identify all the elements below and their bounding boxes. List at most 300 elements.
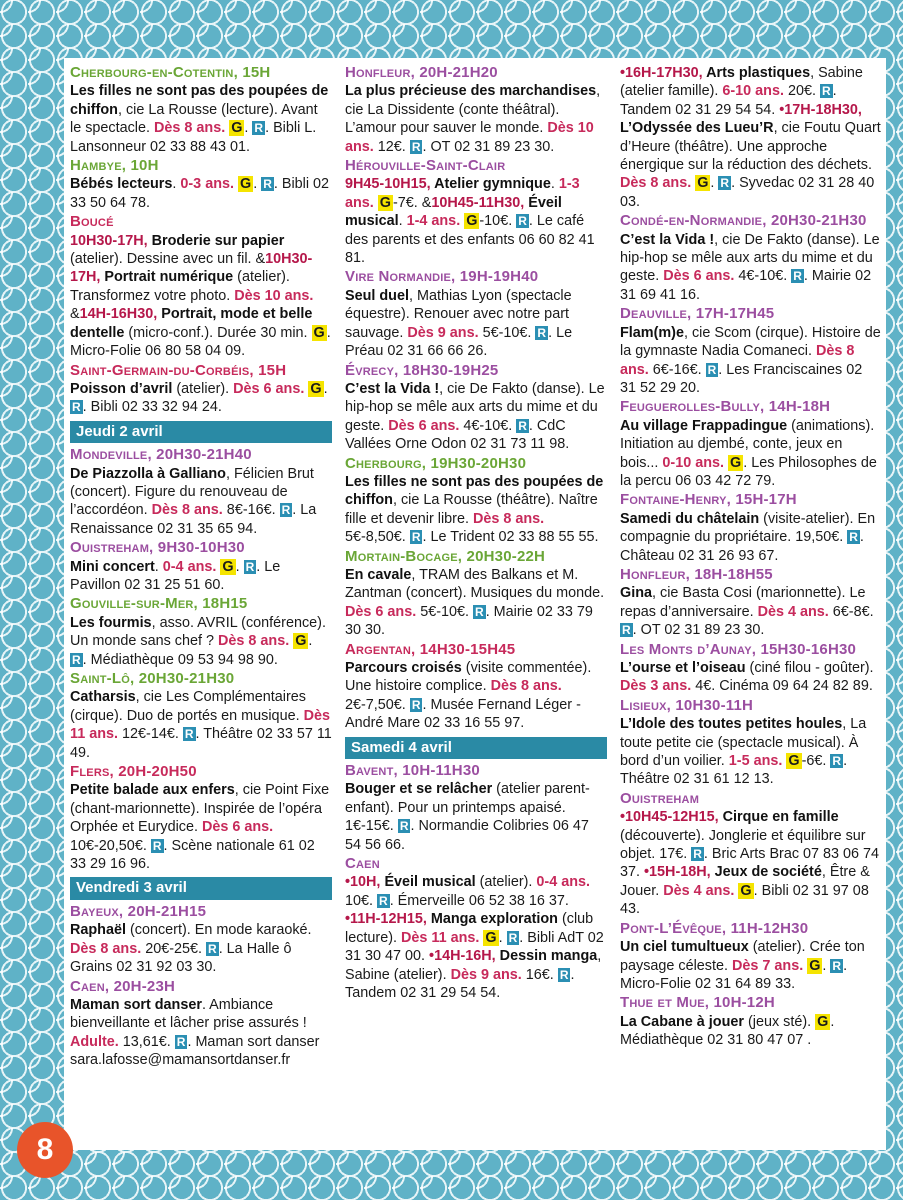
event-description: [70, 380, 332, 417]
age-range: Dès 6 ans.: [345, 603, 417, 620]
event-title: Mini concert: [70, 558, 155, 575]
age-range: Adulte.: [70, 1033, 119, 1050]
event-text: .: [323, 380, 328, 397]
event-text: . Le Préau 02 31 66 66 26.: [345, 324, 573, 360]
reservation-badge: R: [176, 1034, 186, 1049]
event-text: . Bric Arts Brac 07 83 06 74 37.: [620, 846, 880, 881]
event-title: Au village Frappadingue: [620, 417, 788, 434]
event-text: . Syvedac 02 31 28 40 03.: [620, 175, 875, 210]
event-text: , La toute petite cie (spectacle musical). À bord d’un voilier.: [620, 716, 867, 770]
event-title: Les filles ne sont pas des poupées de chiffon: [345, 473, 604, 509]
reservation-badge: R: [399, 819, 409, 834]
event-description: [620, 938, 882, 993]
event-text: . Normandie Colibries 06 47 54 56 66.: [345, 818, 589, 853]
free-badge: G: [817, 1013, 829, 1030]
event-text: . CdC Vallées Orne Odon 02 31 73 11 98.: [345, 417, 570, 453]
event-title: C’est la Vida !: [345, 380, 440, 397]
event-location: Pont-L’Évêque, 11H-12H30: [620, 919, 809, 937]
event-text: (micro-conf.). Durée 30 min.: [124, 324, 312, 341]
event-title: Samedi du châtelain: [620, 510, 760, 527]
event-time: •10H,: [345, 874, 385, 891]
reservation-badge: R: [379, 893, 388, 908]
reservation-badge: R: [559, 967, 569, 982]
event-description: [620, 1013, 882, 1050]
age-range: 0-4 ans.: [162, 558, 217, 575]
age-range: Dès 8 ans.: [472, 510, 545, 527]
event-title: Les fourmis: [70, 614, 152, 631]
event-title: Petite balade aux enfers: [70, 782, 235, 799]
event-description: [70, 996, 332, 1070]
reservation-badge: R: [622, 623, 631, 638]
reservation-badge: R: [72, 652, 81, 667]
event-text: .: [550, 176, 559, 193]
event-title: Atelier gymnique: [434, 176, 551, 193]
reservation-badge: R: [152, 838, 162, 853]
column-2: [345, 64, 607, 1003]
event-location: Argentan, 14H30-15H45: [345, 640, 516, 658]
event-location: Caen: [345, 855, 380, 873]
event-title: Bouger et se relâcher: [345, 781, 493, 798]
event-text: (atelier). Crée ton paysage céleste.: [620, 939, 865, 974]
event-text: 20€.: [783, 83, 820, 100]
age-range: Dès 10 ans.: [234, 287, 314, 304]
event-description: [70, 232, 332, 361]
age-range: 0-4 ans.: [536, 874, 591, 891]
reservation-badge: R: [537, 325, 547, 340]
event-time: 10H45-11H30,: [431, 194, 529, 211]
event-description: [345, 780, 607, 854]
event-text: 13,61€.: [118, 1033, 175, 1050]
event-text: 12€-14€.: [118, 726, 183, 743]
event-text: .: [498, 929, 507, 946]
event-description: [620, 417, 882, 491]
event-entry: [70, 670, 332, 762]
event-title: Manga exploration: [430, 911, 558, 928]
event-text: 4€-10€.: [459, 417, 517, 434]
day-header: Jeudi 2 avril: [70, 421, 332, 443]
event-text: -7€. &: [393, 194, 432, 211]
event-description: [620, 324, 882, 398]
age-range: Dès 8 ans.: [151, 502, 223, 519]
event-text: .: [710, 175, 719, 192]
event-title: Éveil musical: [384, 874, 476, 891]
event-location: Bayeux, 20H-21H15: [70, 902, 207, 920]
event-text: . Bibli L. Lansonneur 02 33 88 43 01.: [70, 120, 317, 155]
reservation-badge: R: [411, 530, 421, 545]
event-title: Bébés lecteurs: [70, 176, 173, 193]
event-description: [70, 614, 332, 669]
event-text: 10€-20,50€.: [70, 837, 151, 854]
event-time: •11H-12H15,: [345, 911, 431, 928]
event-text: 5€-10€.: [416, 603, 474, 620]
event-location: Caen, 20H-23H: [70, 977, 176, 995]
event-text: 4€. Cinéma 09 64 24 82 89.: [691, 678, 873, 695]
age-range: Dès 6 ans.: [388, 417, 460, 434]
event-entry: [345, 157, 607, 267]
event-entry: [70, 446, 332, 538]
event-text: . Maman sort danser sara.lafosse@mamansortdanser.fr: [70, 1033, 320, 1069]
page-number-badge: 8: [17, 1122, 73, 1178]
reservation-badge: R: [793, 269, 802, 284]
event-text: . Mairie 02 33 79 30 30.: [345, 603, 593, 639]
event-text: (découverte). Jonglerie et équilibre sur objet. 17€.: [620, 827, 866, 863]
free-badge: G: [379, 194, 391, 211]
event-location: Cherbourg-en-Cotentin, 15H: [70, 64, 271, 81]
free-badge: G: [697, 175, 709, 192]
free-badge: G: [788, 753, 800, 770]
event-location: Mortain-Bocage, 20H30-22H: [345, 547, 546, 565]
reservation-badge: R: [849, 530, 858, 545]
event-text: (jeux sté).: [743, 1013, 816, 1030]
event-text: 12€.: [373, 138, 410, 155]
event-entry: [620, 398, 882, 490]
event-entry: [70, 903, 332, 977]
event-description: [70, 781, 332, 873]
event-title: Portrait, mode et belle dentelle: [70, 306, 313, 341]
event-description: [345, 473, 607, 547]
event-entry: [70, 362, 332, 417]
event-time: •17H-18H30,: [779, 101, 862, 118]
event-title: En cavale: [345, 566, 412, 583]
event-title: L’ourse et l’oiseau: [620, 660, 746, 676]
event-text: 8€-16€.: [222, 502, 280, 519]
age-range: Dès 8 ans.: [620, 175, 692, 192]
event-description: [620, 64, 882, 211]
event-title: Poisson d’avril: [70, 380, 173, 397]
event-location: Honfleur, 18H-18H55: [620, 565, 773, 583]
event-text: . Scène nationale 61 02 33 29 16 96.: [70, 837, 315, 873]
event-text: .: [822, 957, 831, 974]
reservation-badge: R: [475, 604, 484, 619]
event-location: Boucé: [70, 213, 114, 231]
event-text: . Théâtre 02 31 61 12 13.: [620, 753, 848, 788]
event-text: . OT 02 31 89 23 30.: [422, 138, 555, 155]
event-text: . Le Pavillon 02 31 25 51 60.: [70, 558, 281, 593]
event-text: , cie Point Fixe (chant-marionnette). Inspirée de l’opéra Orphée et Eurydice.: [70, 782, 330, 836]
event-text: . Les Franciscaines 02 31 52 29 20.: [620, 361, 863, 396]
age-range: Dès 8 ans.: [218, 633, 290, 650]
event-text: (ciné filou - goûter).: [745, 660, 874, 676]
reservation-badge: R: [254, 121, 264, 136]
event-location: Hambye, 10H: [70, 157, 159, 175]
event-description: [345, 873, 607, 1002]
free-badge: G: [222, 558, 234, 575]
free-badge: G: [809, 957, 821, 974]
event-description: [70, 175, 332, 212]
age-range: Dès 6 ans.: [233, 380, 305, 397]
event-text: . Musée Fernand Léger - André Mare 02 33 16 55 97.: [345, 696, 581, 732]
event-text: . Le Trident 02 33 88 55 55.: [422, 529, 599, 546]
event-location: Hérouville-Saint-Clair: [345, 157, 506, 175]
event-text: (atelier). Transformez votre photo.: [70, 269, 290, 304]
event-title: Jeux de société: [714, 864, 822, 881]
event-entry: [345, 855, 607, 1002]
event-location: Saint-Lô, 20H30-21H30: [70, 670, 235, 687]
event-title: Maman sort danser: [70, 996, 202, 1013]
event-text: 5€-10€.: [478, 324, 536, 341]
free-badge: G: [313, 324, 325, 341]
event-text: 10€.: [345, 892, 378, 909]
free-badge: G: [310, 380, 322, 397]
event-text: , cie La Rousse (lecture). Avant le spectacle.: [70, 101, 318, 137]
event-title: Gina: [620, 585, 652, 602]
event-text: -10€.: [479, 213, 517, 230]
free-badge: G: [231, 120, 243, 137]
age-range: Dès 7 ans.: [732, 957, 804, 974]
event-text: , asso. AVRIL (conférence). Un monde sans chef ?: [70, 614, 326, 650]
event-entry: [620, 305, 882, 397]
event-text: , cie La Dissidente (conte théâtral). L’amour pour sauver le monde.: [345, 83, 601, 137]
event-text: , cie La Rousse (théâtre). Naître fille et devenir libre.: [345, 492, 598, 527]
event-text: . La Renaissance 02 31 35 65 94.: [70, 502, 317, 537]
event-entry: [620, 697, 882, 789]
event-text: (atelier parent-enfant). Pour un printemps apaisé. 1€-15€.: [345, 781, 590, 835]
event-title: Seul duel: [345, 287, 409, 304]
free-badge: G: [485, 929, 497, 946]
reservation-badge: R: [263, 177, 272, 192]
age-range: Dès 11 ans.: [400, 929, 480, 946]
age-range: Dès 9 ans.: [407, 324, 479, 341]
event-location: Ouistreham, 9H30-10H30: [70, 539, 245, 557]
age-range: Dès 3 ans.: [620, 678, 692, 695]
event-description: [345, 287, 607, 361]
event-text: (visite commentée). Une histoire complice.: [345, 660, 592, 695]
free-badge: G: [730, 454, 742, 471]
event-text: . Tandem 02 31 29 54 54.: [620, 83, 837, 118]
event-description: [620, 231, 882, 305]
event-entry: [345, 455, 607, 547]
event-title: La Cabane à jouer: [620, 1013, 744, 1030]
reservation-badge: R: [518, 214, 527, 229]
age-range: Dès 6 ans.: [201, 819, 274, 836]
event-text: .: [235, 558, 244, 575]
event-text: &: [70, 306, 80, 323]
event-text: 4€-10€.: [734, 268, 792, 285]
reservation-badge: R: [72, 400, 81, 415]
event-time: 10H30-17H,: [70, 251, 313, 286]
event-title: Cirque en famille: [722, 809, 839, 826]
event-title: Éveil musical: [345, 194, 562, 230]
agenda-sheet: [64, 58, 886, 1150]
event-description: [345, 659, 607, 733]
event-location: Ouistreham: [620, 789, 700, 807]
event-entry: [620, 790, 882, 919]
event-time: 10H30-17H,: [70, 232, 152, 249]
age-range: Dès 4 ans.: [663, 882, 735, 899]
event-title: L’Idole des toutes petites houles: [620, 716, 843, 733]
column-3: [620, 64, 882, 1051]
reservation-badge: R: [411, 697, 421, 712]
event-text: .: [308, 633, 313, 650]
reservation-badge: R: [832, 958, 842, 973]
age-range: Dès 10 ans.: [345, 120, 594, 155]
event-title: La plus précieuse des marchandises: [345, 83, 597, 100]
reservation-badge: R: [720, 176, 730, 191]
event-location: Deauville, 17H-17H45: [620, 305, 775, 323]
age-range: Dès 8 ans.: [154, 120, 226, 137]
event-entry: [70, 213, 332, 360]
event-description: [345, 175, 607, 267]
event-text: , cie De Fakto (danse). Le hip-hop se mêle aux arts du mime et du geste.: [345, 380, 605, 434]
event-description: [70, 558, 332, 595]
event-entry: [620, 920, 882, 994]
event-title: Dessin manga: [499, 948, 598, 965]
event-location: Saint-Germain-du-Corbéis, 15H: [70, 361, 287, 379]
event-title: L’Odyssée des Lueu’R: [620, 120, 774, 137]
event-title: Les filles ne sont pas des poupées de chiffon: [70, 83, 329, 118]
free-badge: G: [239, 176, 252, 193]
reservation-badge: R: [707, 362, 717, 377]
age-range: 1-5 ans.: [728, 753, 783, 770]
event-location: Honfleur, 20H-21H20: [345, 64, 498, 81]
event-time: 9H45-10H15,: [345, 176, 435, 193]
reservation-badge: R: [184, 727, 194, 742]
event-entry: [345, 362, 607, 454]
reservation-badge: R: [208, 941, 217, 956]
event-text: . Bibli 02 31 97 08 43.: [620, 882, 869, 918]
event-location: Flers, 20H-20H50: [70, 763, 197, 781]
event-entry: [345, 762, 607, 854]
event-location: Fontaine-Henry, 15H-17H: [620, 491, 797, 509]
event-description: [70, 688, 332, 762]
free-badge: G: [740, 882, 752, 899]
event-text: . Bibli 02 33 50 64 78.: [70, 176, 330, 211]
event-text: . Mairie 02 31 69 41 16.: [620, 268, 872, 303]
event-description: [345, 380, 607, 454]
event-time: 14H-16H30,: [79, 306, 162, 323]
event-entry: [345, 64, 607, 156]
event-entry: [70, 978, 332, 1070]
event-text: . Théâtre 02 33 57 11 49.: [70, 726, 332, 761]
event-text: . Ambiance bienveillante et lâcher prise assurés !: [70, 996, 307, 1032]
event-description: [70, 465, 332, 539]
event-description: [70, 921, 332, 976]
event-title: C’est la Vida !: [620, 231, 715, 248]
event-location: Vire Normandie, 19H-19H40: [345, 268, 539, 286]
event-text: -6€.: [801, 753, 831, 770]
day-header: Vendredi 3 avril: [70, 877, 332, 899]
event-title: Broderie sur papier: [151, 232, 285, 249]
event-description: [345, 82, 607, 156]
event-description: [620, 510, 882, 565]
event-text: (atelier). Dessine avec un fil. &: [70, 251, 266, 268]
event-text: . Médiathèque 09 53 94 98 90.: [82, 651, 278, 668]
event-time: •15H-18H,: [644, 864, 715, 881]
event-text: . Bibli 02 33 32 94 24.: [82, 399, 222, 416]
age-range: Dès 11 ans.: [70, 707, 330, 743]
event-description: [620, 808, 882, 918]
event-title: Raphaël: [70, 922, 126, 939]
event-description: [620, 715, 882, 789]
age-range: 6-10 ans.: [722, 83, 784, 100]
event-text: . Château 02 31 26 93 67.: [620, 529, 864, 564]
event-entry: [620, 212, 882, 304]
event-text: . Les Philosophes de la percu 06 03 42 72 79.: [620, 454, 877, 489]
event-description: [70, 82, 332, 156]
event-time: •10H45-12H15,: [620, 809, 723, 826]
event-title: Portrait numérique: [104, 269, 234, 286]
event-text: .: [398, 213, 407, 230]
event-text: , cie Foutu Quart d’Heure (théâtre). Une approche énergique sur la réduction des déchets.: [620, 120, 881, 174]
reservation-badge: R: [411, 139, 421, 154]
reservation-badge: R: [508, 930, 518, 945]
age-range: 0-10 ans.: [662, 454, 725, 471]
event-entry: [620, 641, 882, 696]
event-text: , Sabine (atelier famille).: [620, 65, 863, 100]
event-text: , TRAM des Balkans et M. Zantman (concert). Musiques du monde.: [345, 566, 605, 602]
free-badge: G: [295, 633, 307, 650]
event-text: . Tandem 02 31 29 54 54.: [345, 966, 575, 1001]
event-text: (atelier).: [475, 874, 537, 891]
event-text: . Médiathèque 02 31 80 47 07 .: [620, 1013, 835, 1049]
event-text: . Le café des parents et des enfants 06 60 82 41 81.: [345, 213, 595, 267]
event-entry: [620, 64, 882, 211]
event-text: .: [244, 120, 253, 137]
event-text: , Félicien Brut (concert). Figure du renouveau de l’accordéon.: [70, 465, 314, 519]
event-text: , cie Scom (cirque). Histoire de la gymnaste Nadia Comaneci.: [620, 324, 881, 360]
event-entry: [70, 763, 332, 873]
event-title: Parcours croisés: [345, 660, 462, 676]
age-range: 1-4 ans.: [406, 213, 461, 230]
event-text: (atelier).: [172, 380, 234, 397]
reservation-badge: R: [245, 559, 255, 574]
event-entry: [345, 548, 607, 640]
event-text: (visite-atelier). En compagnie du propriétaire. 19,50€.: [620, 510, 876, 546]
event-location: Thue et Mue, 10H-12H: [620, 994, 775, 1012]
event-entry: [70, 157, 332, 212]
event-description: [345, 566, 607, 640]
reservation-badge: R: [518, 418, 527, 433]
event-title: Arts plastiques: [706, 65, 811, 81]
event-location: Évrecy, 18H30-19H25: [345, 361, 499, 379]
reservation-badge: R: [281, 503, 291, 518]
reservation-badge: R: [693, 847, 702, 862]
event-title: Un ciel tumultueux: [620, 939, 749, 956]
event-text: 6€-16€.: [648, 361, 706, 378]
event-text: (concert). En mode karaoké.: [125, 922, 312, 939]
event-entry: [345, 268, 607, 360]
event-title: De Piazzolla à Galliano: [70, 465, 226, 482]
event-text: . Micro-Folie 02 31 64 89 33.: [620, 957, 848, 992]
event-text: , cie Basta Cosi (marionnette). Le repas d’anniversaire.: [620, 585, 866, 620]
event-location: Les Monts d’Aunay, 15H30-16H30: [620, 640, 857, 658]
event-entry: [620, 566, 882, 640]
event-text: (club lecture).: [345, 911, 594, 946]
event-location: Gouville-sur-Mer, 18H15: [70, 595, 248, 613]
event-text: .: [172, 176, 181, 193]
event-text: 20€-25€.: [141, 940, 207, 957]
event-text: 16€.: [521, 966, 558, 983]
event-description: [620, 659, 882, 696]
event-location: Feuguerolles-Bully, 14H-18H: [620, 398, 831, 416]
event-entry: [70, 64, 332, 156]
event-text: . Bibli AdT 02 31 30 47 00.: [345, 929, 604, 965]
event-text: . Micro-Folie 06 80 58 04 09.: [70, 324, 331, 360]
event-text: . Émerveille 06 52 38 16 37.: [389, 892, 569, 909]
age-range: Dès 6 ans.: [663, 268, 735, 285]
event-location: Bavent, 10H-11H30: [345, 762, 480, 780]
event-entry: [70, 539, 332, 594]
age-range: 0-3 ans.: [180, 176, 234, 193]
age-range: Dès 8 ans.: [70, 940, 142, 957]
event-description: [620, 584, 882, 639]
reservation-badge: R: [821, 84, 831, 99]
event-text: 5€-8,50€.: [345, 529, 410, 546]
event-text: , cie De Fakto (danse). Le hip-hop se mêle aux arts du mime et du geste.: [620, 231, 880, 285]
event-text: . OT 02 31 89 23 30.: [632, 622, 765, 639]
event-time: •16H-17H30,: [620, 65, 707, 81]
event-text: .: [154, 558, 163, 575]
